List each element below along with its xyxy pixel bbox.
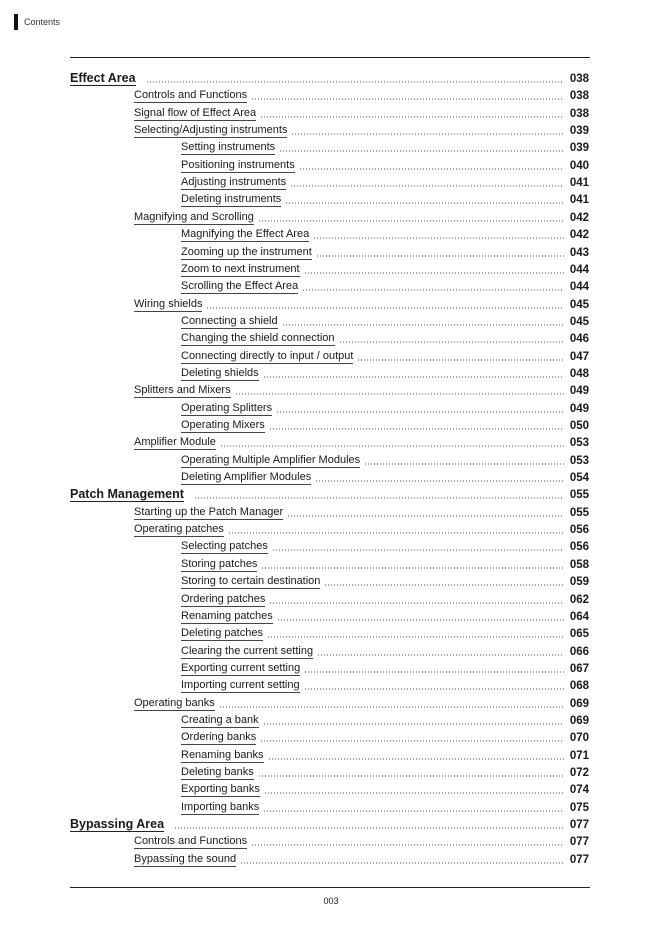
dot-leader [276,411,564,413]
dot-leader [364,463,564,465]
dot-leader [339,341,564,343]
toc-entry-label[interactable]: Controls and Functions [134,89,248,102]
toc-entry[interactable] [181,225,589,242]
dot-leader [263,810,564,812]
toc-entry[interactable] [134,295,589,312]
toc-entry-page[interactable]: 039 [569,142,589,155]
toc-entry-label[interactable]: Operating Multiple Amplifier Modules [181,453,361,466]
dot-leader [251,844,564,846]
dot-leader [272,549,564,551]
dot-leader [146,81,564,83]
toc-entry[interactable] [181,347,589,364]
toc-entry-page[interactable]: 064 [569,610,589,623]
toc-entry-label[interactable]: Renaming banks [181,748,264,761]
toc-entry-page[interactable]: 049 [569,385,589,398]
toc-entry[interactable] [181,763,589,780]
dot-leader [291,133,564,135]
toc-entry-page[interactable]: 053 [569,437,589,450]
toc-entry-page[interactable]: 062 [569,593,589,606]
toc-entry-label[interactable]: Connecting directly to input / output [181,349,354,362]
dot-leader [317,654,564,656]
toc-entry-page[interactable]: 072 [569,767,589,779]
page-header [14,14,60,30]
dot-leader [315,480,564,482]
toc-entry-page[interactable]: 074 [569,784,589,797]
toc-entry-label[interactable]: Ordering banks [181,731,257,744]
toc-entry-label[interactable]: Amplifier Module [134,436,216,449]
toc-entry-label[interactable]: Bypassing the sound [134,852,237,865]
toc-entry-page[interactable]: 077 [569,836,589,849]
toc-entry[interactable] [181,572,589,589]
toc-entry-page[interactable]: 044 [569,263,589,276]
toc-entry-label[interactable]: Connecting a shield [181,314,278,327]
toc-entry-label[interactable]: Renaming patches [181,609,273,622]
toc-entry[interactable] [181,173,589,190]
toc-entry[interactable] [134,520,589,537]
toc-entry-page[interactable]: 041 [569,194,589,207]
toc-entry-page[interactable]: 041 [569,177,589,190]
toc-entry-label[interactable]: Selecting patches [181,540,268,553]
toc-entry-label[interactable]: Exporting banks [181,783,260,796]
toc-entry[interactable] [181,590,589,607]
dot-leader [304,688,564,690]
dot-leader [324,584,564,586]
toc-entry[interactable] [181,277,589,294]
toc-entry[interactable] [181,555,589,572]
toc-entry-page[interactable]: 077 [569,819,589,832]
toc-entry-page[interactable]: 075 [569,801,589,814]
toc-entry[interactable] [70,815,589,832]
toc-entry-label[interactable]: Setting instruments [181,141,276,154]
header-title[interactable]: Contents [24,17,61,27]
dot-leader [285,202,564,204]
toc-entry[interactable] [134,694,589,711]
toc-entry-label[interactable]: Positioning instruments [181,158,295,171]
toc-entry-label[interactable]: Splitters and Mixers [134,384,231,397]
toc-entry-page[interactable]: 053 [569,454,589,467]
toc-entry-page[interactable]: 056 [569,524,589,537]
toc-entry-label[interactable]: Creating a bank [181,713,259,726]
toc-entry-label[interactable]: Changing the shield connection [181,332,335,345]
toc-entry-label[interactable]: Magnifying the Effect Area [181,228,310,241]
dot-leader [267,636,564,638]
toc-entry-page[interactable]: 058 [569,558,589,571]
toc-entry-page[interactable]: 038 [569,73,589,85]
toc-entry-label[interactable]: Ordering patches [181,592,266,605]
toc-entry[interactable] [70,69,589,86]
dot-leader [260,116,564,118]
dot-leader [302,289,564,291]
dot-leader [261,567,564,569]
toc-entry[interactable] [181,642,589,659]
toc-entry-label[interactable]: Deleting shields [181,366,259,379]
toc-entry-page[interactable]: 071 [569,749,589,762]
toc-entry[interactable] [134,208,589,225]
toc-entry[interactable] [134,850,589,867]
toc-entry-page[interactable]: 067 [569,662,589,675]
toc-entry[interactable] [181,607,589,624]
toc-entry-label[interactable]: Zooming up the instrument [181,245,312,258]
toc-entry-page[interactable]: 038 [569,107,589,120]
toc-entry-page[interactable]: 050 [569,420,589,432]
toc-entry[interactable] [134,121,589,138]
toc-entry-label[interactable]: Importing current setting [181,679,300,692]
dot-leader [240,862,564,864]
toc-entry-label[interactable]: Deleting banks [181,766,254,778]
dot-leader [304,272,564,274]
toc-entry[interactable] [181,728,589,745]
toc-entry[interactable] [181,156,589,173]
toc-entry-label[interactable]: Controls and Functions [134,835,248,848]
dot-leader [299,168,564,170]
toc-entry[interactable] [181,416,589,433]
toc-entry-label[interactable]: Exporting current setting [181,661,301,674]
toc-entry-page[interactable]: 048 [569,367,589,380]
bottom-divider [70,887,590,888]
dot-leader [316,255,564,257]
toc-entry-label[interactable]: Importing banks [181,800,260,813]
toc-entry-label[interactable]: Selecting/Adjusting instruments [134,124,288,137]
toc-entry-label[interactable]: Wiring shields [134,297,203,310]
dot-leader [277,619,564,621]
toc-entry-page[interactable]: 045 [569,315,589,328]
toc-entry-page[interactable]: 042 [569,211,589,224]
toc-entry-page[interactable]: 042 [569,229,589,242]
toc-entry-label[interactable]: Adjusting instruments [181,176,287,189]
toc-entry-label[interactable]: Deleting patches [181,627,263,640]
toc-entry[interactable] [181,537,589,554]
dot-leader [313,237,564,239]
toc-entry[interactable] [181,399,589,416]
toc-entry-label[interactable]: Effect Area [70,71,136,85]
toc-entry-page[interactable]: 043 [569,246,589,259]
dot-leader [269,602,564,604]
dot-leader [282,324,564,326]
toc-entry[interactable] [70,485,589,502]
toc-entry[interactable] [181,780,589,797]
toc-entry-label[interactable]: Operating patches [134,523,224,536]
toc-entry-page[interactable]: 077 [569,853,589,866]
toc-entry-page[interactable]: 046 [569,333,589,346]
toc-entry-page[interactable]: 069 [569,697,589,710]
toc-entry[interactable] [181,711,589,728]
dot-leader [220,445,564,447]
toc-entry-label[interactable]: Clearing the current setting [181,644,314,657]
toc-entry[interactable] [181,312,589,329]
dot-leader [264,792,564,794]
toc-entry[interactable] [181,659,589,676]
toc-entry-page[interactable]: 059 [569,576,589,589]
dot-leader [279,150,564,152]
toc-entry-label[interactable]: Storing patches [181,557,258,570]
dot-leader [251,98,564,100]
toc-entry-page[interactable]: 055 [569,489,589,502]
dot-leader [235,393,564,395]
toc-entry-page[interactable]: 055 [569,506,589,519]
dot-leader [228,532,564,534]
toc-entry-page[interactable]: 038 [569,90,589,103]
toc-entry-label[interactable]: Starting up the Patch Manager [134,505,284,518]
toc-entry-label[interactable]: Operating Mixers [181,419,265,431]
dot-leader [258,775,564,777]
toc-entry-label[interactable]: Bypassing Area [70,817,165,832]
dot-leader [268,758,564,760]
toc-entry-page[interactable]: 070 [569,732,589,745]
page-number: 003 [323,896,339,906]
toc-entry-page[interactable]: 039 [569,125,589,138]
toc-entry[interactable] [134,86,589,103]
toc-entry-label[interactable]: Operating Splitters [181,401,273,414]
top-divider [70,57,590,58]
toc-entry-page[interactable]: 069 [569,714,589,727]
toc-entry-label[interactable]: Signal flow of Effect Area [134,106,257,119]
toc-entry[interactable] [134,433,589,450]
toc-entry-page[interactable]: 044 [569,281,589,294]
dot-leader [269,428,564,430]
toc-entry[interactable] [181,798,589,815]
dot-leader [219,706,564,708]
dot-leader [263,723,564,725]
toc-entry[interactable] [181,260,589,277]
toc-entry-page[interactable]: 047 [569,350,589,363]
toc-entry[interactable] [181,364,589,381]
toc-entry-label[interactable]: Operating banks [134,696,215,709]
toc-entry[interactable] [181,451,589,468]
toc-entry[interactable] [134,503,589,520]
toc-entry-label[interactable]: Scrolling the Effect Area [181,280,299,293]
toc-entry[interactable] [181,138,589,155]
toc-entry[interactable] [181,676,589,693]
header-marker-bar [14,14,18,30]
toc-entry-label[interactable]: Patch Management [70,487,184,502]
dot-leader [287,515,564,517]
dot-leader [174,827,564,829]
toc-entry-page[interactable]: 040 [569,159,589,172]
dot-leader [258,220,564,222]
toc-entry[interactable] [181,243,589,260]
dot-leader [194,497,564,499]
toc-entry-label[interactable]: Zoom to next instrument [181,262,300,275]
toc-entry-label[interactable]: Deleting instruments [181,193,282,206]
toc-entry[interactable] [134,832,589,849]
toc-entry-page[interactable]: 056 [569,541,589,554]
toc-entry[interactable] [134,381,589,398]
toc-entry[interactable] [181,624,589,641]
toc-entry-page[interactable]: 054 [569,472,589,485]
toc-entry-page[interactable]: 066 [569,645,589,658]
toc-entry-label[interactable]: Magnifying and Scrolling [134,210,254,223]
dot-leader [206,307,564,309]
toc-entry[interactable] [134,104,589,121]
toc-entry[interactable] [181,329,589,346]
toc-entry[interactable] [181,190,589,207]
dot-leader [357,359,564,361]
dot-leader [263,376,564,378]
toc-entry[interactable] [181,746,589,763]
toc-entry-page[interactable]: 049 [569,402,589,415]
dot-leader [290,185,564,187]
toc-entry-label[interactable]: Deleting Amplifier Modules [181,471,312,484]
dot-leader [260,740,564,742]
toc-entry[interactable] [181,468,589,485]
toc-entry-page[interactable]: 065 [569,628,589,641]
toc-entry-label[interactable]: Storing to certain destination [181,575,321,588]
toc-entry-page[interactable]: 068 [569,680,589,693]
dot-leader [304,671,564,673]
toc-entry-page[interactable]: 045 [569,298,589,311]
